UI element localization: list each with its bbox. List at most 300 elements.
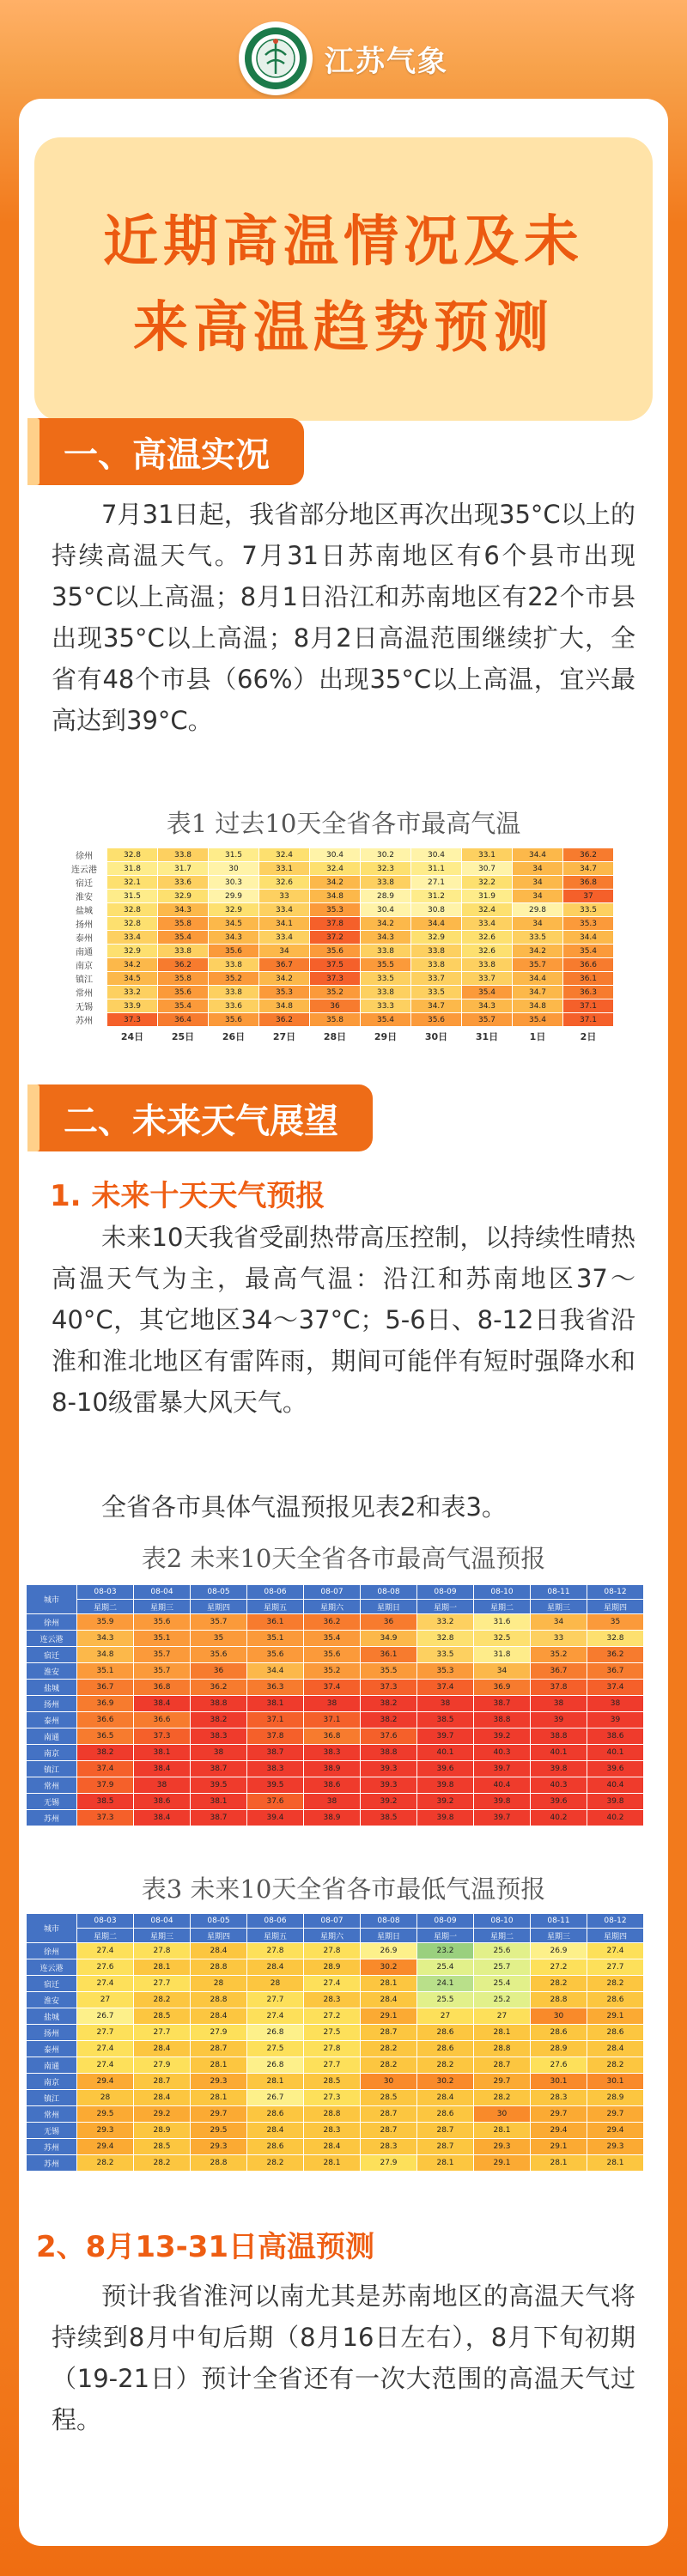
temperature-cell: 27 — [417, 2008, 474, 2025]
temperature-cell: 40.2 — [587, 1810, 644, 1826]
temperature-cell: 28.8 — [191, 1959, 247, 1976]
temperature-cell: 34.7 — [411, 999, 462, 1013]
table-3-heatmap — [26, 1913, 644, 2172]
temperature-cell: 28.2 — [417, 2057, 474, 2074]
temperature-cell: 28 — [191, 1976, 247, 1992]
temperature-cell: 25.4 — [474, 1976, 531, 1992]
table-row — [27, 1712, 644, 1728]
weekday-header: 星期二 — [77, 1600, 134, 1614]
table-row — [62, 972, 614, 986]
temperature-cell: 26.7 — [77, 2008, 134, 2025]
temperature-cell: 33.4 — [107, 931, 158, 945]
temperature-cell: 35.2 — [209, 972, 259, 986]
temperature-cell: 35.7 — [191, 1614, 247, 1631]
temperature-cell: 27.4 — [247, 2008, 304, 2025]
temperature-cell: 37.8 — [247, 1728, 304, 1745]
temperature-cell: 28 — [247, 1976, 304, 1992]
temperature-cell: 27 — [474, 2008, 531, 2025]
temperature-cell: 28.6 — [587, 2025, 644, 2041]
temperature-cell: 23.2 — [417, 1943, 474, 1959]
brand-header — [0, 15, 687, 101]
temperature-cell: 28.3 — [304, 1992, 361, 2008]
temperature-cell: 29.4 — [77, 2139, 134, 2155]
table-row — [27, 1992, 644, 2008]
temperature-cell: 33.5 — [563, 903, 614, 917]
temperature-cell: 38.1 — [191, 1794, 247, 1810]
temperature-cell: 32.4 — [462, 903, 513, 917]
temperature-cell: 36.2 — [304, 1614, 361, 1631]
city-label: 南京 — [62, 958, 107, 972]
temperature-cell: 29.8 — [513, 903, 563, 917]
temperature-cell: 27.7 — [77, 2025, 134, 2041]
temperature-cell: 27 — [77, 1992, 134, 2008]
date-header: 08-03 — [77, 1585, 134, 1600]
temperature-cell: 38.3 — [247, 1761, 304, 1777]
temperature-cell: 34.4 — [513, 848, 563, 862]
temperature-cell: 34 — [513, 876, 563, 890]
weekday-header: 星期日 — [361, 1600, 417, 1614]
city-label: 盐城 — [27, 1680, 77, 1696]
temperature-cell: 38.2 — [361, 1712, 417, 1728]
temperature-cell: 37.1 — [247, 1712, 304, 1728]
temperature-cell: 36.3 — [247, 1680, 304, 1696]
temperature-cell: 28.7 — [191, 2041, 247, 2057]
table-row — [27, 2057, 644, 2074]
temperature-cell: 25.2 — [474, 1992, 531, 2008]
city-label: 无锡 — [62, 999, 107, 1013]
temperature-cell: 26.7 — [247, 2090, 304, 2106]
temperature-cell: 27.8 — [304, 2041, 361, 2057]
temperature-cell: 34.4 — [563, 931, 614, 945]
temperature-cell: 38.4 — [134, 1810, 191, 1826]
temperature-cell: 34.4 — [411, 917, 462, 931]
temperature-cell: 38 — [304, 1696, 361, 1712]
city-label: 泰州 — [27, 2041, 77, 2057]
temperature-cell: 29.7 — [474, 2074, 531, 2090]
temperature-cell: 30.2 — [417, 2074, 474, 2090]
table-2-heatmap — [26, 1584, 644, 1826]
weekday-header: 星期一 — [417, 1600, 474, 1614]
table-row — [62, 999, 614, 1013]
temperature-cell: 28.1 — [417, 2155, 474, 2172]
temperature-cell: 38.5 — [417, 1712, 474, 1728]
temperature-cell: 34.3 — [158, 903, 209, 917]
date-header: 08-05 — [191, 1914, 247, 1929]
date-header: 08-08 — [361, 1585, 417, 1600]
table-row — [27, 2025, 644, 2041]
temperature-cell: 34.3 — [462, 999, 513, 1013]
temperature-cell: 27.6 — [77, 1959, 134, 1976]
temperature-cell: 25.7 — [474, 1959, 531, 1976]
temperature-cell: 29.4 — [531, 2123, 587, 2139]
temperature-cell: 36.1 — [247, 1614, 304, 1631]
temperature-cell: 40.1 — [417, 1745, 474, 1761]
date-header: 08-06 — [247, 1585, 304, 1600]
temperature-cell: 31.8 — [474, 1647, 531, 1663]
temperature-cell: 32.9 — [209, 903, 259, 917]
temperature-cell: 27.7 — [587, 1959, 644, 1976]
table-row — [62, 1013, 614, 1027]
temperature-cell: 28.2 — [587, 2057, 644, 2074]
city-label: 南通 — [27, 1728, 77, 1745]
city-label: 宿迁 — [62, 876, 107, 890]
temperature-cell: 38 — [191, 1745, 247, 1761]
temperature-cell: 27.5 — [304, 2025, 361, 2041]
date-tick-label: 31日 — [462, 1027, 513, 1047]
weekday-header: 星期二 — [474, 1600, 531, 1614]
temperature-cell: 35.6 — [247, 1647, 304, 1663]
temperature-cell: 34 — [513, 890, 563, 903]
temperature-cell: 28.7 — [361, 2025, 417, 2041]
table-row — [62, 848, 614, 862]
temperature-cell: 37.1 — [304, 1712, 361, 1728]
date-tick-label: 2日 — [563, 1027, 614, 1047]
temperature-cell: 38.4 — [134, 1696, 191, 1712]
temperature-cell: 39.8 — [587, 1794, 644, 1810]
temperature-cell: 36.8 — [134, 1680, 191, 1696]
temperature-cell: 34.3 — [77, 1631, 134, 1647]
temperature-cell: 34.2 — [310, 876, 361, 890]
temperature-cell: 39.2 — [361, 1794, 417, 1810]
temperature-cell: 27.5 — [247, 2041, 304, 2057]
weekday-header: 星期四 — [587, 1600, 644, 1614]
temperature-cell: 34.4 — [513, 972, 563, 986]
temperature-cell: 33.4 — [259, 931, 310, 945]
temperature-cell: 27.4 — [77, 1943, 134, 1959]
temperature-cell: 38.6 — [304, 1777, 361, 1794]
temperature-cell: 34 — [259, 945, 310, 958]
temperature-cell: 34.8 — [513, 999, 563, 1013]
temperature-cell: 35.7 — [513, 958, 563, 972]
temperature-cell: 27.4 — [77, 2057, 134, 2074]
city-label: 淮安 — [27, 1663, 77, 1680]
city-label: 连云港 — [27, 1631, 77, 1647]
city-label: 南京 — [27, 2074, 77, 2090]
city-label: 盐城 — [62, 903, 107, 917]
city-label: 连云港 — [62, 862, 107, 876]
temperature-cell: 31.1 — [411, 862, 462, 876]
temperature-cell: 32.8 — [587, 1631, 644, 1647]
table-row — [27, 1680, 644, 1696]
date-header: 08-06 — [247, 1914, 304, 1929]
temperature-cell: 39 — [587, 1712, 644, 1728]
temperature-cell: 39.3 — [361, 1777, 417, 1794]
temperature-cell: 28.6 — [247, 2139, 304, 2155]
temperature-cell: 35.5 — [361, 1663, 417, 1680]
temperature-cell: 29.4 — [77, 2074, 134, 2090]
temperature-cell: 33.7 — [462, 972, 513, 986]
table-row — [27, 1761, 644, 1777]
temperature-cell: 39.5 — [191, 1777, 247, 1794]
temperature-cell: 28.4 — [134, 2041, 191, 2057]
temperature-cell: 40.4 — [474, 1777, 531, 1794]
temperature-cell: 33.5 — [411, 986, 462, 999]
temperature-cell: 39.8 — [417, 1777, 474, 1794]
table-row — [27, 1810, 644, 1826]
temperature-cell: 28.2 — [134, 1992, 191, 2008]
city-label: 扬州 — [27, 1696, 77, 1712]
temperature-cell: 35.3 — [259, 986, 310, 999]
temperature-cell: 28.9 — [134, 2123, 191, 2139]
temperature-cell: 28.6 — [417, 2106, 474, 2123]
temperature-cell: 28.4 — [191, 2008, 247, 2025]
city-label: 南通 — [62, 945, 107, 958]
temperature-cell: 34.5 — [209, 917, 259, 931]
temperature-cell: 38.2 — [191, 1712, 247, 1728]
temperature-cell: 33.7 — [411, 972, 462, 986]
temperature-cell: 27.8 — [304, 1943, 361, 1959]
table-row — [27, 1696, 644, 1712]
temperature-cell: 36.5 — [77, 1728, 134, 1745]
temperature-cell: 29.5 — [77, 2106, 134, 2123]
temperature-cell: 34.7 — [563, 862, 614, 876]
table-row — [27, 2074, 644, 2090]
temperature-cell: 35.3 — [417, 1663, 474, 1680]
temperature-cell: 39.7 — [474, 1810, 531, 1826]
temperature-cell: 34.3 — [209, 931, 259, 945]
city-label: 徐州 — [27, 1614, 77, 1631]
temperature-cell: 33.4 — [259, 903, 310, 917]
weekday-header: 星期五 — [247, 1929, 304, 1943]
temperature-cell: 33.8 — [158, 848, 209, 862]
temperature-cell: 28.5 — [134, 2008, 191, 2025]
temperature-cell: 26.8 — [247, 2025, 304, 2041]
temperature-cell: 36.7 — [259, 958, 310, 972]
temperature-cell: 35.6 — [411, 1013, 462, 1027]
temperature-cell: 30.7 — [462, 862, 513, 876]
temperature-cell: 32.8 — [417, 1631, 474, 1647]
table-row — [62, 890, 614, 903]
temperature-cell: 28.1 — [587, 2155, 644, 2172]
temperature-cell: 28.4 — [304, 2139, 361, 2155]
temperature-cell: 27.8 — [247, 1943, 304, 1959]
table-row — [27, 2139, 644, 2155]
temperature-cell: 33.8 — [462, 958, 513, 972]
city-label: 南通 — [27, 2057, 77, 2074]
date-header: 08-04 — [134, 1585, 191, 1600]
temperature-cell: 33.1 — [462, 848, 513, 862]
city-label: 镇江 — [27, 1761, 77, 1777]
temperature-cell: 33.8 — [361, 986, 411, 999]
temperature-cell: 35.7 — [134, 1647, 191, 1663]
date-tick-label: 28日 — [310, 1027, 361, 1047]
temperature-cell: 28.9 — [531, 2041, 587, 2057]
temperature-cell: 40.1 — [531, 1745, 587, 1761]
temperature-cell: 36.3 — [563, 986, 614, 999]
temperature-cell: 33.5 — [417, 1647, 474, 1663]
temperature-cell: 33.3 — [361, 999, 411, 1013]
temperature-cell: 38.7 — [474, 1696, 531, 1712]
temperature-cell: 38.9 — [304, 1810, 361, 1826]
temperature-cell: 37.8 — [310, 917, 361, 931]
temperature-cell: 37.4 — [77, 1761, 134, 1777]
temperature-cell: 28.6 — [247, 2106, 304, 2123]
temperature-cell: 27.9 — [134, 2057, 191, 2074]
table-row — [27, 2090, 644, 2106]
temperature-cell: 40.3 — [474, 1745, 531, 1761]
temperature-cell: 28.1 — [304, 2155, 361, 2172]
city-label: 常州 — [62, 986, 107, 999]
section-2-heading-text: 二、未来天气展望 — [64, 1101, 338, 1141]
temperature-cell: 38 — [531, 1696, 587, 1712]
temperature-cell: 29.2 — [134, 2106, 191, 2123]
temperature-cell: 35.2 — [531, 1647, 587, 1663]
weekday-header: 星期二 — [77, 1929, 134, 1943]
temperature-cell: 34.4 — [247, 1663, 304, 1680]
temperature-cell: 39.8 — [474, 1794, 531, 1810]
temperature-cell: 29.7 — [191, 2106, 247, 2123]
temperature-cell: 36.2 — [259, 1013, 310, 1027]
temperature-cell: 30 — [361, 2074, 417, 2090]
temperature-cell: 34.8 — [259, 999, 310, 1013]
axis-corner — [62, 1027, 107, 1047]
table-row — [27, 1976, 644, 1992]
article-card — [19, 99, 668, 2546]
table-row — [27, 1663, 644, 1680]
temperature-cell: 25.5 — [417, 1992, 474, 2008]
city-label: 苏州 — [27, 1810, 77, 1826]
date-tick-label: 27日 — [259, 1027, 310, 1047]
temperature-cell: 36.2 — [191, 1680, 247, 1696]
temperature-cell: 35 — [587, 1614, 644, 1631]
temperature-cell: 37.3 — [107, 1013, 158, 1027]
temperature-cell: 35.4 — [361, 1013, 411, 1027]
temperature-cell: 35.6 — [158, 986, 209, 999]
temperature-cell: 28.9 — [587, 2090, 644, 2106]
temperature-cell: 28.1 — [531, 2155, 587, 2172]
table-row — [27, 1959, 644, 1976]
temperature-cell: 35.8 — [158, 917, 209, 931]
temperature-cell: 28.4 — [134, 2090, 191, 2106]
temperature-cell: 38.1 — [247, 1696, 304, 1712]
date-header: 08-09 — [417, 1585, 474, 1600]
table-row — [62, 862, 614, 876]
table-row — [62, 958, 614, 972]
temperature-cell: 27.9 — [361, 2155, 417, 2172]
temperature-cell: 32.1 — [107, 876, 158, 890]
date-tick-label: 25日 — [158, 1027, 209, 1047]
temperature-cell: 32.9 — [107, 945, 158, 958]
temperature-cell: 33.8 — [209, 986, 259, 999]
temperature-cell: 33.8 — [209, 958, 259, 972]
temperature-cell: 36 — [191, 1663, 247, 1680]
temperature-cell: 40.4 — [587, 1777, 644, 1794]
temperature-cell: 35.2 — [304, 1663, 361, 1680]
temperature-cell: 27.7 — [134, 2025, 191, 2041]
temperature-cell: 24.1 — [417, 1976, 474, 1992]
temperature-cell: 38 — [304, 1794, 361, 1810]
temperature-cell: 28.8 — [191, 2155, 247, 2172]
table-2-title: 表2 未来10天全省各市最高气温预报 — [141, 1544, 546, 1573]
temperature-cell: 35.4 — [304, 1631, 361, 1647]
temperature-cell: 32.6 — [462, 931, 513, 945]
temperature-cell: 36 — [310, 999, 361, 1013]
temperature-cell: 28.3 — [361, 2139, 417, 2155]
temperature-cell: 33 — [259, 890, 310, 903]
city-label: 扬州 — [27, 2025, 77, 2041]
temperature-cell: 31.7 — [158, 862, 209, 876]
temperature-cell: 38.3 — [304, 1745, 361, 1761]
temperature-cell: 34.8 — [310, 890, 361, 903]
temperature-cell: 26.9 — [361, 1943, 417, 1959]
temperature-cell: 30.3 — [209, 876, 259, 890]
subsection-2-paragraph: 预计我省淮河以南尤其是苏南地区的高温天气将持续到8月中旬后期（8月16日左右），8月下旬初期（19-21日）预计全省还有一次大范围的高温天气过程。 — [52, 2281, 635, 2434]
title-line-1: 近期高温情况及未 — [103, 210, 584, 274]
temperature-cell: 37.3 — [310, 972, 361, 986]
temperature-cell: 34 — [531, 1614, 587, 1631]
temperature-cell: 28.8 — [474, 2041, 531, 2057]
temperature-cell: 31.8 — [107, 862, 158, 876]
weekday-header-row — [27, 1929, 644, 1943]
title-banner — [34, 137, 653, 421]
temperature-cell: 28.4 — [247, 2123, 304, 2139]
temperature-cell: 36.1 — [361, 1647, 417, 1663]
weekday-header: 星期一 — [417, 1929, 474, 1943]
corner-header: 城市 — [27, 1914, 77, 1943]
temperature-cell: 39.6 — [587, 1761, 644, 1777]
table-1-title: 表1 过去10天全省各市最高气温 — [166, 809, 521, 838]
table-row — [27, 2123, 644, 2139]
table-1 — [62, 848, 614, 1046]
temperature-cell: 32.9 — [158, 890, 209, 903]
temperature-cell: 37.3 — [361, 1680, 417, 1696]
temperature-cell: 28.4 — [191, 1943, 247, 1959]
city-label: 泰州 — [62, 931, 107, 945]
temperature-cell: 28.6 — [417, 2025, 474, 2041]
temperature-cell: 36.2 — [563, 848, 614, 862]
temperature-cell: 36.2 — [158, 958, 209, 972]
temperature-cell: 40.3 — [531, 1777, 587, 1794]
city-label: 宿迁 — [27, 1976, 77, 1992]
temperature-cell: 35.6 — [310, 945, 361, 958]
temperature-cell: 28.9 — [361, 890, 411, 903]
temperature-cell: 39.7 — [417, 1728, 474, 1745]
temperature-cell: 37.5 — [310, 958, 361, 972]
temperature-cell: 27.7 — [134, 1976, 191, 1992]
temperature-cell: 29.7 — [531, 2106, 587, 2123]
city-label: 徐州 — [62, 848, 107, 862]
temperature-cell: 34.1 — [259, 917, 310, 931]
temperature-cell: 35.4 — [462, 986, 513, 999]
temperature-cell: 38.8 — [531, 1728, 587, 1745]
temperature-cell: 37.4 — [417, 1680, 474, 1696]
temperature-cell: 33 — [531, 1631, 587, 1647]
temperature-cell: 28.4 — [247, 1959, 304, 1976]
table-row — [27, 1647, 644, 1663]
temperature-cell: 34.9 — [361, 1631, 417, 1647]
temperature-cell: 25.6 — [474, 1943, 531, 1959]
temperature-cell: 30.8 — [411, 903, 462, 917]
table-row — [27, 1614, 644, 1631]
temperature-cell: 38.7 — [191, 1810, 247, 1826]
temperature-cell: 32.4 — [259, 848, 310, 862]
temperature-cell: 34.2 — [513, 945, 563, 958]
temperature-cell: 28.2 — [587, 1976, 644, 1992]
city-label: 连云港 — [27, 1959, 77, 1976]
temperature-cell: 27.4 — [77, 2041, 134, 2057]
temperature-cell: 35.3 — [563, 917, 614, 931]
temperature-cell: 29.7 — [587, 2106, 644, 2123]
temperature-cell: 27.7 — [247, 1992, 304, 2008]
temperature-cell: 31.2 — [411, 890, 462, 903]
temperature-cell: 39.5 — [247, 1777, 304, 1794]
date-header: 08-09 — [417, 1914, 474, 1929]
city-label: 常州 — [27, 2106, 77, 2123]
date-header: 08-11 — [531, 1914, 587, 1929]
temperature-cell: 33.6 — [209, 999, 259, 1013]
temperature-cell: 28.7 — [474, 2057, 531, 2074]
temperature-cell: 33.8 — [361, 945, 411, 958]
